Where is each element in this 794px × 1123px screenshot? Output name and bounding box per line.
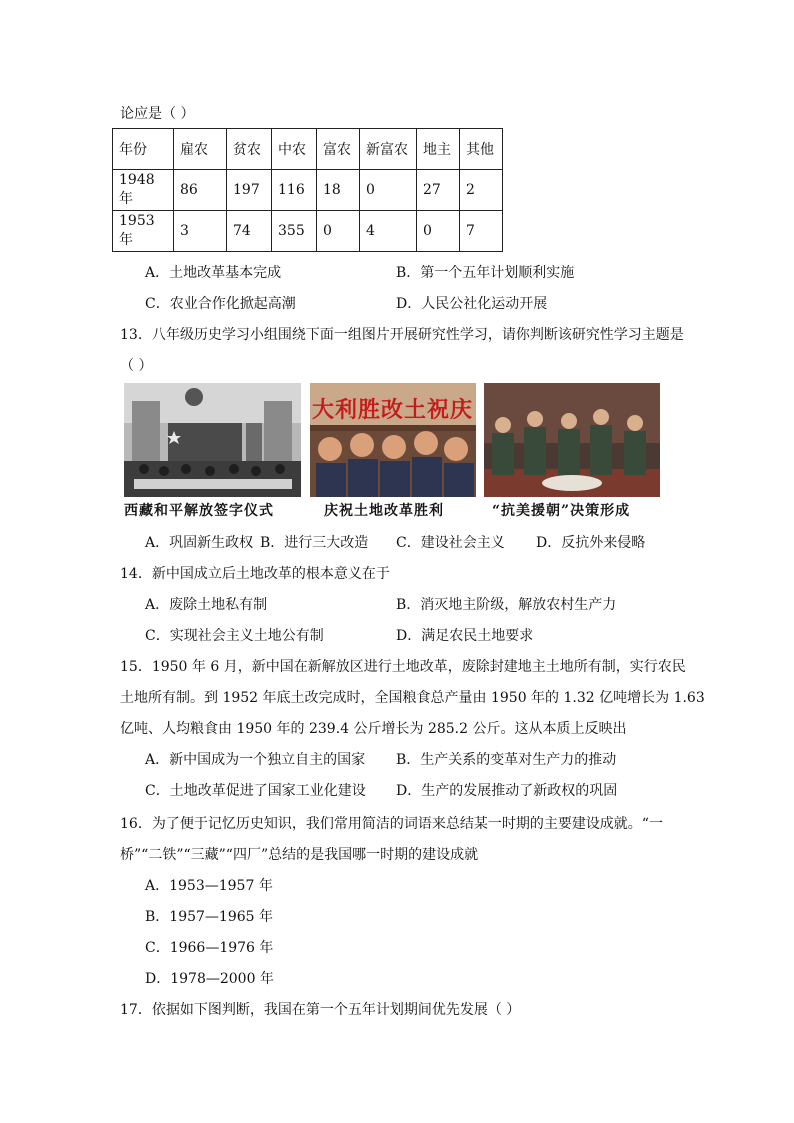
table-header-row <box>113 129 503 170</box>
photo-caption-3: “抗美援朝”决策形成 <box>492 503 631 519</box>
decision-meeting-photo <box>484 383 660 497</box>
q12-option-d[interactable]: D．人民公社化运动开展 <box>396 296 548 312</box>
q16-option-d[interactable]: D．1978—2000 年 <box>145 971 274 987</box>
q14-option-d[interactable]: D．满足农民土地要求 <box>396 628 534 644</box>
q13-stem-line2: （ ） <box>120 358 153 374</box>
q12-stem-tail: 论应是（ ） <box>120 106 195 122</box>
table-cell: 3 <box>174 211 227 252</box>
q14-stem: 14．新中国成立后土地改革的根本意义在于 <box>120 566 390 582</box>
table-row <box>113 170 503 211</box>
table-header-cell: 贫农 <box>227 129 272 170</box>
q12-option-b[interactable]: B．第一个五年计划顺利实施 <box>396 265 575 281</box>
q15-stem-line2: 土地所有制。到 1952 年底土改完成时，全国粮食总产量由 1950 年的 1.32 亿吨增长为 1.63 <box>120 690 705 706</box>
table-header-cell: 地主 <box>417 129 460 170</box>
q16-stem-line2: 桥”“二铁”“三藏”“四厂”总结的是我国哪一时期的建设成就 <box>120 847 479 863</box>
q15-option-b[interactable]: B．生产关系的变革对生产力的推动 <box>396 752 617 768</box>
q17-stem: 17．依据如下图判断，我国在第一个五年计划期间优先发展（ ） <box>120 1002 521 1018</box>
table-header-cell: 其他 <box>460 129 503 170</box>
photo-caption-2: 庆祝土地改革胜利 <box>324 503 444 519</box>
table-cell: 4 <box>360 211 417 252</box>
table-header-cell: 雇农 <box>174 129 227 170</box>
table-cell: 0 <box>417 211 460 252</box>
q14-option-b[interactable]: B．消灭地主阶级，解放农村生产力 <box>396 597 617 613</box>
table-cell: 74 <box>227 211 272 252</box>
table-cell: 355 <box>272 211 317 252</box>
table-cell: 27 <box>417 170 460 211</box>
table-header-cell: 新富农 <box>360 129 417 170</box>
q15-stem-line3: 亿吨、人均粮食由 1950 年的 239.4 公斤增长为 285.2 公斤。这从本质上反映出 <box>120 721 627 737</box>
q16-stem-line1: 16．为了便于记忆历史知识，我们常用简洁的词语来总结某一时期的主要建设成就。“一 <box>120 816 663 832</box>
q16-option-b[interactable]: B．1957—1965 年 <box>145 909 273 925</box>
land-reform-celebration-photo <box>310 383 476 497</box>
q13-option-c[interactable]: C．建设社会主义 <box>396 535 505 551</box>
table-cell: 2 <box>460 170 503 211</box>
q15-option-d[interactable]: D．生产的发展推动了新政权的巩固 <box>396 783 618 799</box>
table-cell: 197 <box>227 170 272 211</box>
table-cell: 0 <box>360 170 417 211</box>
q15-option-c[interactable]: C．土地改革促进了国家工业化建设 <box>145 783 366 799</box>
table-cell: 1953 年 <box>113 211 174 252</box>
table-header-cell: 富农 <box>317 129 360 170</box>
table-cell: 0 <box>317 211 360 252</box>
q13-option-a[interactable]: A．巩固新生政权 <box>145 535 254 551</box>
table-header-cell: 中农 <box>272 129 317 170</box>
q12-option-a[interactable]: A．土地改革基本完成 <box>145 265 282 281</box>
q14-option-c[interactable]: C．实现社会主义土地公有制 <box>145 628 324 644</box>
q13-stem-line1: 13．八年级历史学习小组围绕下面一组图片开展研究性学习，请你判断该研究性学习主题是 <box>120 327 684 343</box>
signing-ceremony-photo <box>124 383 301 497</box>
table-cell: 18 <box>317 170 360 211</box>
q16-option-c[interactable]: C．1966—1976 年 <box>145 940 274 956</box>
table-cell: 7 <box>460 211 503 252</box>
q13-option-b[interactable]: B．进行三大改造 <box>260 535 369 551</box>
q15-stem-line1: 15．1950 年 6 月，新中国在新解放区进行土地改革，废除封建地主土地所有制，实行农民 <box>120 659 686 675</box>
q12-option-c[interactable]: C．农业合作化掀起高潮 <box>145 296 296 312</box>
table-cell: 1948 年 <box>113 170 174 211</box>
q14-option-a[interactable]: A．废除土地私有制 <box>145 597 268 613</box>
table-header-cell: 年份 <box>113 129 174 170</box>
table-cell: 116 <box>272 170 317 211</box>
photo-caption-1: 西藏和平解放签字仪式 <box>124 503 274 519</box>
celebration-banner-text: 大利胜改土祝庆 <box>312 397 474 423</box>
table-row <box>113 211 503 252</box>
q12-data-table <box>112 128 503 252</box>
q15-option-a[interactable]: A．新中国成为一个独立自主的国家 <box>145 752 366 768</box>
q13-option-d[interactable]: D．反抗外来侵略 <box>536 535 646 551</box>
q16-option-a[interactable]: A．1953—1957 年 <box>145 878 273 894</box>
table-cell: 86 <box>174 170 227 211</box>
